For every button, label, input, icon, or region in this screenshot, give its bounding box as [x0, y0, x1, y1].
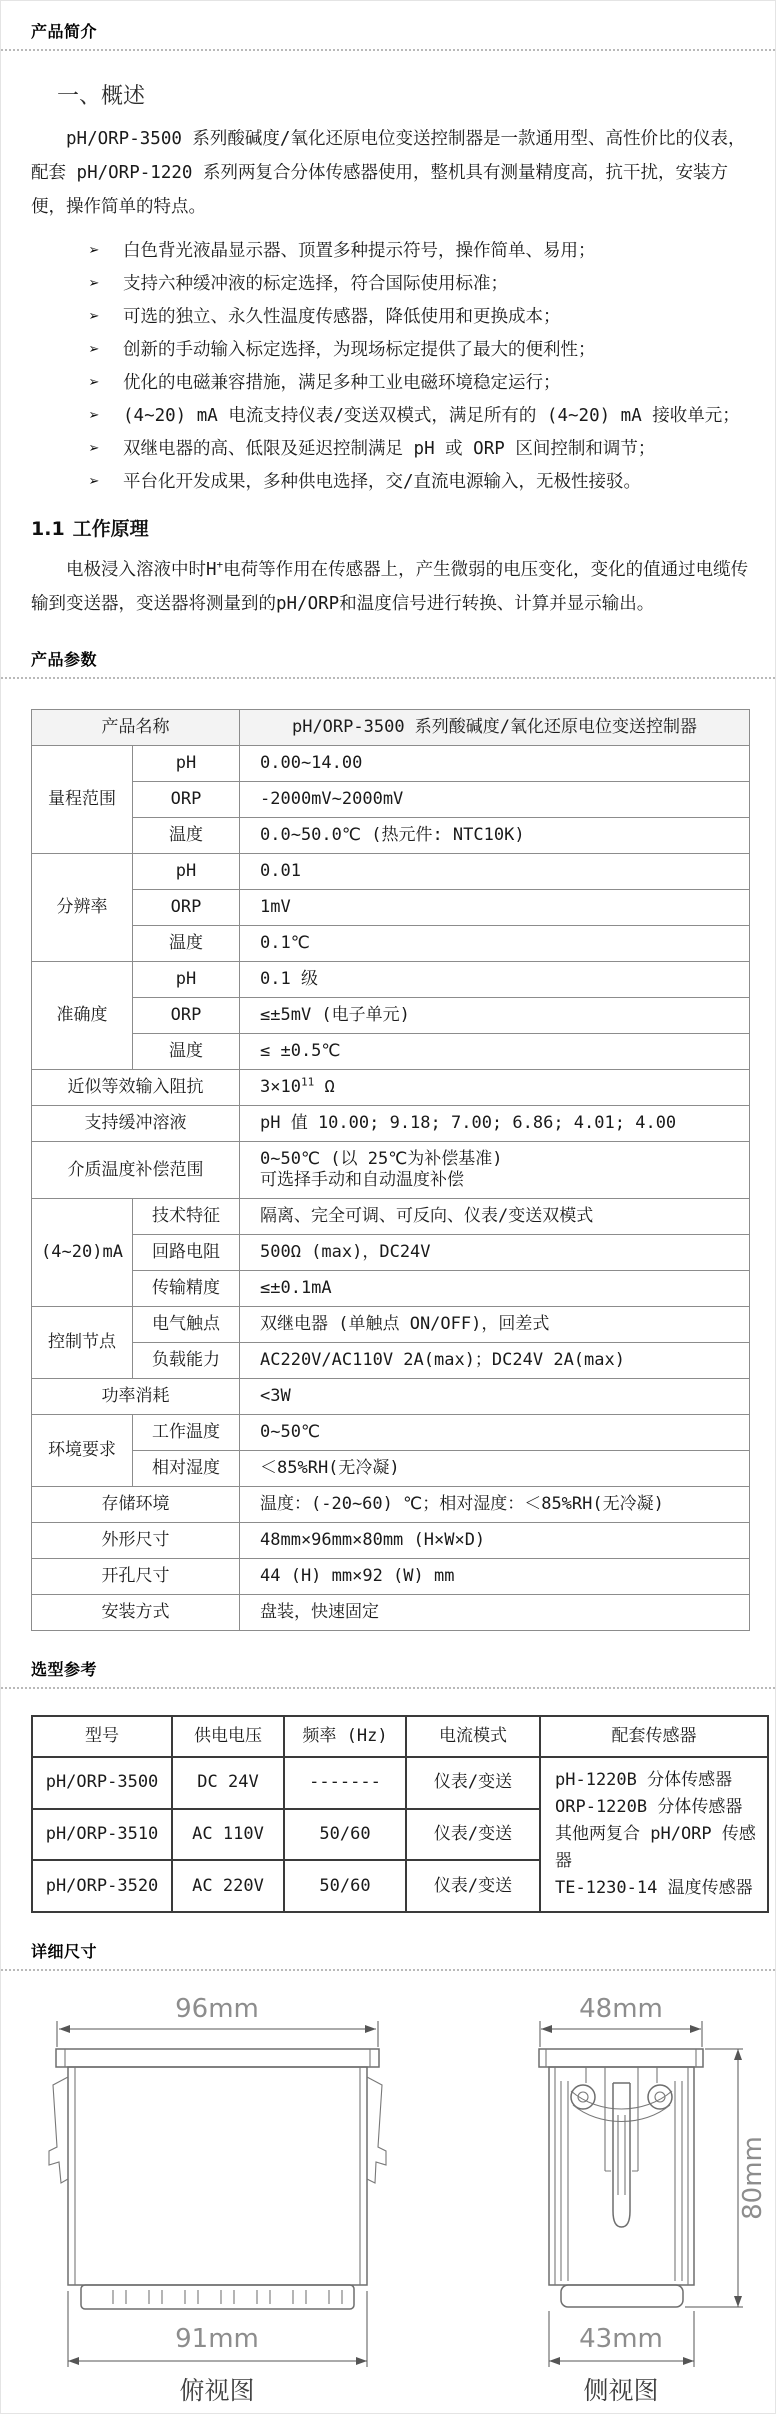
front-view-drawing	[49, 1994, 386, 2405]
arrow-bullet-icon: ➢	[89, 241, 100, 261]
spec-label-cell: 开孔尺寸	[32, 1559, 240, 1595]
value-unit: Ω	[314, 1077, 335, 1097]
side-view-drawing	[539, 1994, 768, 2405]
spec-group-cell: 量程范围	[32, 746, 133, 854]
spec-row	[32, 926, 750, 962]
spec-value-cell: pH 值 10.00; 9.18; 7.00; 6.86; 4.01; 4.00	[240, 1106, 750, 1142]
arrow-bullet-icon: ➢	[89, 373, 100, 393]
arrow-bullet-icon: ➢	[89, 307, 100, 327]
section-title-selection: 选型参考	[31, 1660, 98, 1679]
spec-row	[32, 1415, 750, 1451]
selection-header-cell: 供电电压	[172, 1716, 284, 1757]
spec-value-cell: 1mV	[240, 890, 750, 926]
spec-value-cell: ＜85%RH(无冷凝)	[240, 1451, 750, 1487]
spec-row	[32, 710, 750, 746]
side-bottom-dimension: 43mm	[579, 2324, 663, 2354]
selection-cell: pH/ORP-3500	[32, 1757, 172, 1809]
front-bottom-dimension: 91mm	[175, 2324, 259, 2354]
selection-cell: 仪表/变送	[406, 1809, 540, 1861]
principle-heading-text: 工作原理	[72, 518, 149, 540]
spec-row	[32, 818, 750, 854]
selection-cell: 仪表/变送	[406, 1757, 540, 1809]
spec-row	[32, 1106, 750, 1142]
sensor-list-cell	[540, 1757, 768, 1912]
spec-row	[32, 782, 750, 818]
selection-table	[31, 1715, 769, 1913]
spec-value-cell: 隔离、完全可调、可反向、仪表/变送双模式	[240, 1199, 750, 1235]
feature-item	[89, 400, 747, 432]
spec-row	[32, 854, 750, 890]
spec-label-cell: 近似等效输入阻抗	[32, 1070, 240, 1106]
selection-cell: AC 110V	[172, 1809, 284, 1861]
selection-header-row	[32, 1716, 768, 1757]
arrow-bullet-icon: ➢	[89, 472, 100, 492]
spec-value-cell: 盘装，快速固定	[240, 1595, 750, 1631]
side-height-dimension: 80mm	[738, 2136, 768, 2220]
feature-text: (4~20) mA 电流支持仪表/变送双模式，满足所有的 (4~20) mA 接收单元；	[123, 406, 740, 426]
spec-value-cell: 0.1 级	[240, 962, 750, 998]
selection-cell: 50/60	[284, 1860, 406, 1912]
selection-cell: pH/ORP-3510	[32, 1809, 172, 1861]
arrow-bullet-icon: ➢	[89, 274, 100, 294]
overview-paragraph: pH/ORP-3500 系列酸碱度/氧化还原电位变送控制器是一款通用型、高性价比的仪表，配套 pH/ORP-1220 系列两复合分体传感器使用，整机具有测量精度高，抗干扰，安装方便，操作简单的特点。	[31, 129, 746, 217]
feature-item	[89, 334, 747, 366]
feature-item	[89, 235, 747, 267]
selection-header-cell: 频率 (Hz)	[284, 1716, 406, 1757]
selection-header-cell: 型号	[32, 1716, 172, 1757]
spec-row	[32, 1487, 750, 1523]
spec-row	[32, 1343, 750, 1379]
spec-value-cell: AC220V/AC110V 2A(max)；DC24V 2A(max)	[240, 1343, 750, 1379]
spec-value-cell: ≤±0.1mA	[240, 1271, 750, 1307]
feature-text: 可选的独立、永久性温度传感器，降低使用和更换成本；	[123, 307, 561, 327]
arrow-bullet-icon: ➢	[89, 439, 100, 459]
spec-label-cell: 功率消耗	[32, 1379, 240, 1415]
section-title-dimensions: 详细尺寸	[31, 1942, 98, 1961]
value-base: 3×10	[260, 1077, 301, 1097]
principle-paragraph	[31, 553, 749, 621]
spec-sub-cell: 电气触点	[133, 1307, 240, 1343]
dimension-drawings	[1, 1985, 776, 2415]
spec-value-cell: ≤ ±0.5℃	[240, 1034, 750, 1070]
spec-row	[32, 1142, 750, 1199]
side-view-label: 侧视图	[583, 2376, 659, 2405]
value-line: 0~50℃ (以 25℃为补偿基准)	[260, 1149, 503, 1169]
arrow-bullet-icon: ➢	[89, 340, 100, 360]
sensor-line: TE-1230-14 温度传感器	[555, 1878, 753, 1898]
selection-cell: -------	[284, 1757, 406, 1809]
side-foot	[561, 2285, 683, 2307]
selection-header-cell: 电流模式	[406, 1716, 540, 1757]
spec-label-cell: 介质温度补偿范围	[32, 1142, 240, 1199]
spec-row	[32, 1595, 750, 1631]
spec-sub-cell: 温度	[133, 926, 240, 962]
feature-item	[89, 466, 747, 498]
spec-sub-cell: 温度	[133, 1034, 240, 1070]
spec-value-cell: 0.0~50.0℃ (热元件: NTC10K)	[240, 818, 750, 854]
spec-value-cell: 0~50℃	[240, 1415, 750, 1451]
spec-value-cell: 0.01	[240, 854, 750, 890]
spec-value-cell: 0.1℃	[240, 926, 750, 962]
spec-row	[32, 998, 750, 1034]
spec-label-cell: 存储环境	[32, 1487, 240, 1523]
feature-item	[89, 268, 747, 300]
section-title-intro: 产品简介	[31, 22, 98, 41]
spec-sub-cell: 工作温度	[133, 1415, 240, 1451]
section-header-dimensions	[1, 1939, 775, 1971]
screw-boss-right	[648, 2085, 672, 2109]
selection-cell: 50/60	[284, 1809, 406, 1861]
spec-sub-cell: 回路电阻	[133, 1235, 240, 1271]
terminal-block	[81, 2285, 354, 2309]
mount-clip-right	[367, 2077, 386, 2183]
spec-value-cell: 48mm×96mm×80mm (H×W×D)	[240, 1523, 750, 1559]
feature-text: 双继电器的高、低限及延迟控制满足 pH 或 ORP 区间控制和调节；	[123, 439, 656, 459]
selection-cell: AC 220V	[172, 1860, 284, 1912]
arrow-bullet-icon: ➢	[89, 406, 100, 426]
spec-row	[32, 1523, 750, 1559]
spec-row	[32, 1034, 750, 1070]
spec-sub-cell: 传输精度	[133, 1271, 240, 1307]
spec-label-cell: 产品名称	[32, 710, 240, 746]
principle-text-pre: 电极浸入溶液中时H	[66, 560, 217, 580]
value-exponent: 11	[300, 1075, 315, 1089]
spec-group-cell: (4~20)mA	[32, 1199, 133, 1307]
section-header-params	[1, 647, 775, 679]
spec-row	[32, 1235, 750, 1271]
overview-heading: 一、概述	[57, 84, 146, 109]
feature-text: 优化的电磁兼容措施，满足多种工业电磁环境稳定运行；	[123, 373, 561, 393]
superscript-plus: +	[216, 558, 224, 572]
selection-row	[32, 1757, 768, 1809]
spec-sub-cell: ORP	[133, 998, 240, 1034]
spec-label-cell: 安装方式	[32, 1595, 240, 1631]
front-top-dimension: 96mm	[175, 1994, 259, 2024]
spec-value-cell	[240, 1142, 750, 1199]
spec-value-cell: <3W	[240, 1379, 750, 1415]
section-title-params: 产品参数	[31, 650, 98, 669]
spec-sub-cell: pH	[133, 854, 240, 890]
feature-text: 创新的手动输入标定选择，为现场标定提供了最大的便利性；	[123, 340, 596, 360]
selection-cell: pH/ORP-3520	[32, 1860, 172, 1912]
screw-boss-left	[571, 2085, 595, 2109]
spec-value-cell: 44 (H) mm×92 (W) mm	[240, 1559, 750, 1595]
section-header-intro	[1, 1, 775, 51]
spec-value-cell: 温度：(-20~60) ℃；相对湿度：＜85%RH(无冷凝)	[240, 1487, 750, 1523]
spec-label-cell: 支持缓冲溶液	[32, 1106, 240, 1142]
side-top-dimension: 48mm	[579, 1994, 663, 2024]
spec-sub-cell: ORP	[133, 890, 240, 926]
spec-row	[32, 1379, 750, 1415]
feature-text: 支持六种缓冲液的标定选择，符合国际使用标准；	[123, 274, 508, 294]
spec-group-cell: 控制节点	[32, 1307, 133, 1379]
spec-row	[32, 746, 750, 782]
principle-heading	[31, 514, 775, 541]
spec-row	[32, 1307, 750, 1343]
spec-sub-cell: 温度	[133, 818, 240, 854]
spec-value-cell: 双继电器 (单触点 ON/OFF)，回差式	[240, 1307, 750, 1343]
feature-item	[89, 367, 747, 399]
principle-heading-number: 1.1	[31, 518, 65, 540]
spec-group-cell: 分辨率	[32, 854, 133, 962]
principle-text-post: 电荷等作用在传感器上，产生微弱的电压变化，变化的值通过电缆传输到变送器，变送器将测量到的pH/ORP和温度信号进行转换、计算并显示输出。	[31, 560, 749, 614]
spec-row	[32, 1451, 750, 1487]
spec-value-cell	[240, 1070, 750, 1106]
front-view-label: 俯视图	[179, 2376, 255, 2405]
slide-clamp	[613, 2083, 630, 2227]
spec-sub-cell: 负载能力	[133, 1343, 240, 1379]
spec-value-cell: 500Ω (max)，DC24V	[240, 1235, 750, 1271]
spec-row	[32, 1070, 750, 1106]
feature-item	[89, 301, 747, 333]
spec-sub-cell: ORP	[133, 782, 240, 818]
selection-cell: DC 24V	[172, 1757, 284, 1809]
spec-row	[32, 962, 750, 998]
selection-header-cell: 配套传感器	[540, 1716, 768, 1757]
spec-row	[32, 1199, 750, 1235]
spec-group-cell: 环境要求	[32, 1415, 133, 1487]
spec-sub-cell: 技术特征	[133, 1199, 240, 1235]
spec-row	[32, 890, 750, 926]
spec-label-cell: 外形尺寸	[32, 1523, 240, 1559]
sensor-line: ORP-1220B 分体传感器	[555, 1797, 743, 1817]
spec-value-cell: ≤±5mV (电子单元)	[240, 998, 750, 1034]
sensor-line: 其他两复合 pH/ORP 传感器	[555, 1824, 756, 1871]
spec-sub-cell: 相对湿度	[133, 1451, 240, 1487]
selection-cell: 仪表/变送	[406, 1860, 540, 1912]
value-line: 可选择手动和自动温度补偿	[260, 1170, 464, 1190]
mount-clip-left	[49, 2077, 68, 2183]
sensor-line: pH-1220B 分体传感器	[555, 1770, 733, 1790]
feature-item	[89, 433, 747, 465]
spec-row	[32, 1271, 750, 1307]
feature-text: 平台化开发成果，多种供电选择，交/直流电源输入，无极性接驳。	[123, 472, 642, 492]
feature-list	[1, 232, 775, 498]
section-header-selection	[1, 1657, 775, 1689]
spec-sub-cell: pH	[133, 962, 240, 998]
spec-group-cell: 准确度	[32, 962, 133, 1070]
spec-sub-cell: pH	[133, 746, 240, 782]
spec-value-cell: 0.00~14.00	[240, 746, 750, 782]
spec-table	[31, 709, 750, 1631]
spec-value-cell: pH/ORP-3500 系列酸碱度/氧化还原电位变送控制器	[240, 710, 750, 746]
spec-row	[32, 1559, 750, 1595]
spec-value-cell: -2000mV~2000mV	[240, 782, 750, 818]
feature-text: 白色背光液晶显示器、顶置多种提示符号，操作简单、易用；	[123, 241, 596, 261]
